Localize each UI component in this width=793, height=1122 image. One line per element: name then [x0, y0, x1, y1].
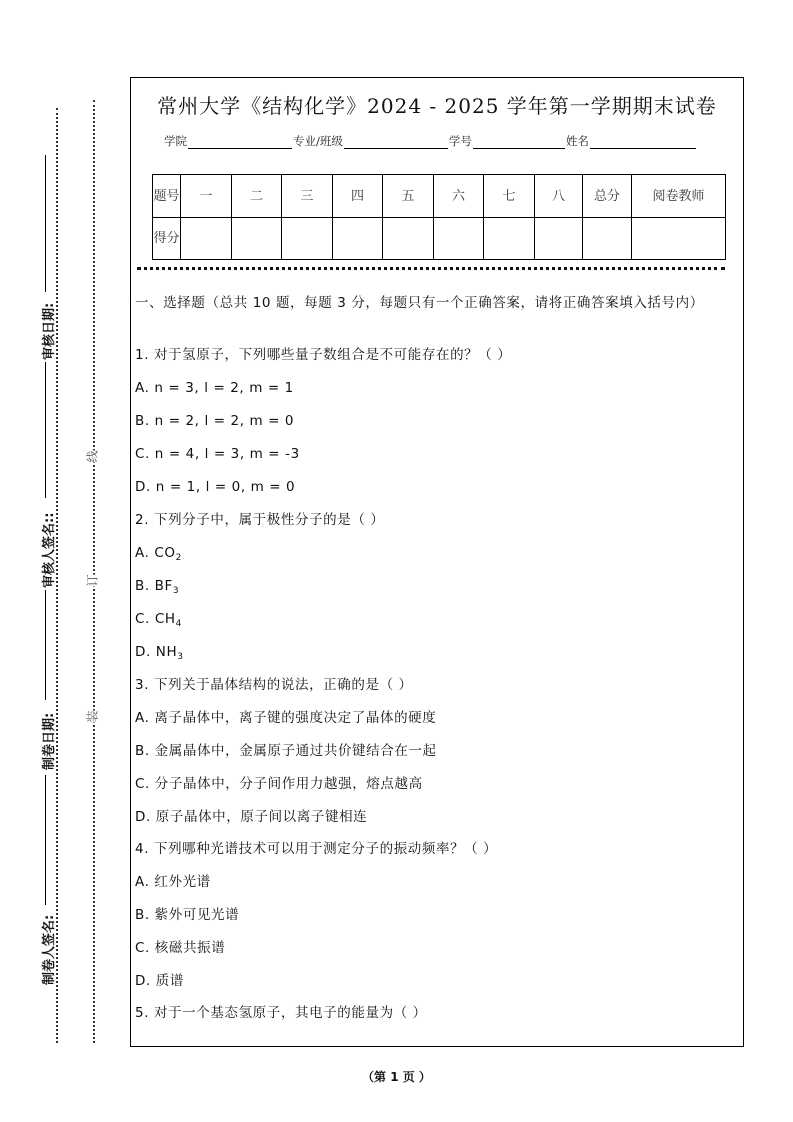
question-1-option-a: A. n = 3, l = 2, m = 1 [135, 380, 294, 396]
name-field[interactable] [590, 136, 696, 149]
student-id-label: 学号 [448, 134, 472, 148]
score-cell-6[interactable] [434, 218, 484, 260]
formula-subscript: 3 [172, 586, 180, 596]
dotted-separator [137, 267, 725, 270]
formula-subscript: 3 [177, 652, 184, 662]
score-header: 得分 [153, 218, 181, 260]
col-header-grader: 阅卷教师 [632, 175, 726, 218]
formula-subscript: 4 [175, 619, 182, 629]
col-header-6: 六 [434, 175, 484, 218]
score-cell-total[interactable] [583, 218, 632, 260]
question-1-option-b: B. n = 2, l = 2, m = 0 [135, 413, 295, 429]
col-header-5: 五 [383, 175, 434, 218]
name-label: 姓名 [565, 134, 589, 148]
score-cell-5[interactable] [383, 218, 434, 260]
major-class-field[interactable] [344, 136, 448, 149]
question-3-stem: 3. 下列关于晶体结构的说法，正确的是（ ） [135, 677, 413, 693]
score-cell-3[interactable] [282, 218, 333, 260]
col-header-4: 四 [333, 175, 383, 218]
binding-dotted-line-outer [93, 100, 95, 1043]
option-prefix: A. [135, 545, 155, 561]
question-3-option-c: C. 分子晶体中，分子间作用力越强，熔点越高 [135, 776, 423, 792]
question-2-stem: 2. 下列分子中，属于极性分子的是（ ） [135, 512, 385, 528]
college-field[interactable] [188, 136, 292, 149]
exam-page-frame [130, 77, 744, 1047]
student-id-field[interactable] [473, 136, 565, 149]
score-cell-7[interactable] [484, 218, 535, 260]
question-3-option-d: D. 原子晶体中，原子间以离子键相连 [135, 809, 368, 825]
signature-line-reviewer [45, 362, 46, 498]
question-4-option-c: C. 核磁共振谱 [135, 940, 226, 956]
question-2-option-c [135, 610, 182, 633]
binding-mark-line: 线 [85, 450, 100, 463]
formula-subscript: 2 [175, 553, 182, 563]
option-prefix: B. [135, 578, 155, 594]
question-2-option-b [135, 577, 179, 600]
binding-mark-bind: 装 [85, 710, 100, 723]
question-3-option-b: B. 金属晶体中，金属原子通过共价键结合在一起 [135, 743, 437, 759]
section-title: 一、选择题（总共 10 题，每题 3 分，每题只有一个正确答案，请将正确答案填入括号内） [135, 295, 704, 311]
question-1-stem: 1. 对于氢原子，下列哪些量子数组合是不可能存在的？（ ） [135, 347, 512, 363]
score-cell-4[interactable] [333, 218, 383, 260]
major-class-label: 专业/班级 [293, 134, 343, 148]
review-date-label: 审核日期: [42, 302, 57, 360]
col-header-7: 七 [484, 175, 535, 218]
score-table-header-row [153, 175, 726, 218]
question-4-stem: 4. 下列哪种光谱技术可以用于测定分子的振动频率？（ ） [135, 841, 498, 857]
signature-line-compiler [45, 775, 46, 905]
score-table [152, 174, 726, 260]
signature-line-compile-date [45, 590, 46, 700]
chemical-formula: BF [154, 578, 173, 594]
col-header-total: 总分 [583, 175, 632, 218]
question-5-stem: 5. 对于一个基态氢原子，其电子的能量为（ ） [135, 1005, 427, 1021]
chemical-formula: CH [154, 611, 176, 627]
option-prefix: C. [135, 611, 155, 627]
question-2-option-d [135, 643, 184, 666]
reviewer-signature-label: 审核人签名:: [42, 512, 57, 588]
compiler-signature-label: 制卷人签名: [42, 914, 57, 985]
score-cell-1[interactable] [181, 218, 232, 260]
question-3-option-a: A. 离子晶体中，离子键的强度决定了晶体的硬度 [135, 710, 437, 726]
question-1-option-c: C. n = 4, l = 3, m = -3 [135, 446, 300, 462]
col-header-8: 八 [535, 175, 583, 218]
question-4-option-b: B. 紫外可见光谱 [135, 907, 240, 923]
score-table-score-row [153, 218, 726, 260]
question-2-option-a [135, 544, 182, 567]
student-info-row [164, 133, 697, 149]
college-label: 学院 [164, 134, 187, 148]
exam-title: 常州大学《结构化学》2024 - 2025 学年第一学期期末试卷 [157, 94, 717, 118]
col-header-3: 三 [282, 175, 333, 218]
question-4-option-a: A. 红外光谱 [135, 874, 211, 890]
col-header-2: 二 [232, 175, 282, 218]
option-prefix: D. [135, 644, 156, 660]
page-number: （第 1 页 ） [362, 1070, 431, 1084]
signature-line-review-date [45, 155, 46, 292]
score-cell-grader[interactable] [632, 218, 726, 260]
binding-mark-staple: 订 [85, 574, 100, 587]
score-cell-8[interactable] [535, 218, 583, 260]
score-cell-2[interactable] [232, 218, 282, 260]
compile-date-label: 制卷日期: [42, 712, 57, 770]
chemical-formula: CO [154, 545, 176, 561]
question-4-option-d: D. 质谱 [135, 973, 184, 989]
question-number-header: 题号 [153, 175, 181, 218]
col-header-1: 一 [181, 175, 232, 218]
question-1-option-d: D. n = 1, l = 0, m = 0 [135, 479, 296, 495]
chemical-formula: NH [155, 644, 178, 660]
